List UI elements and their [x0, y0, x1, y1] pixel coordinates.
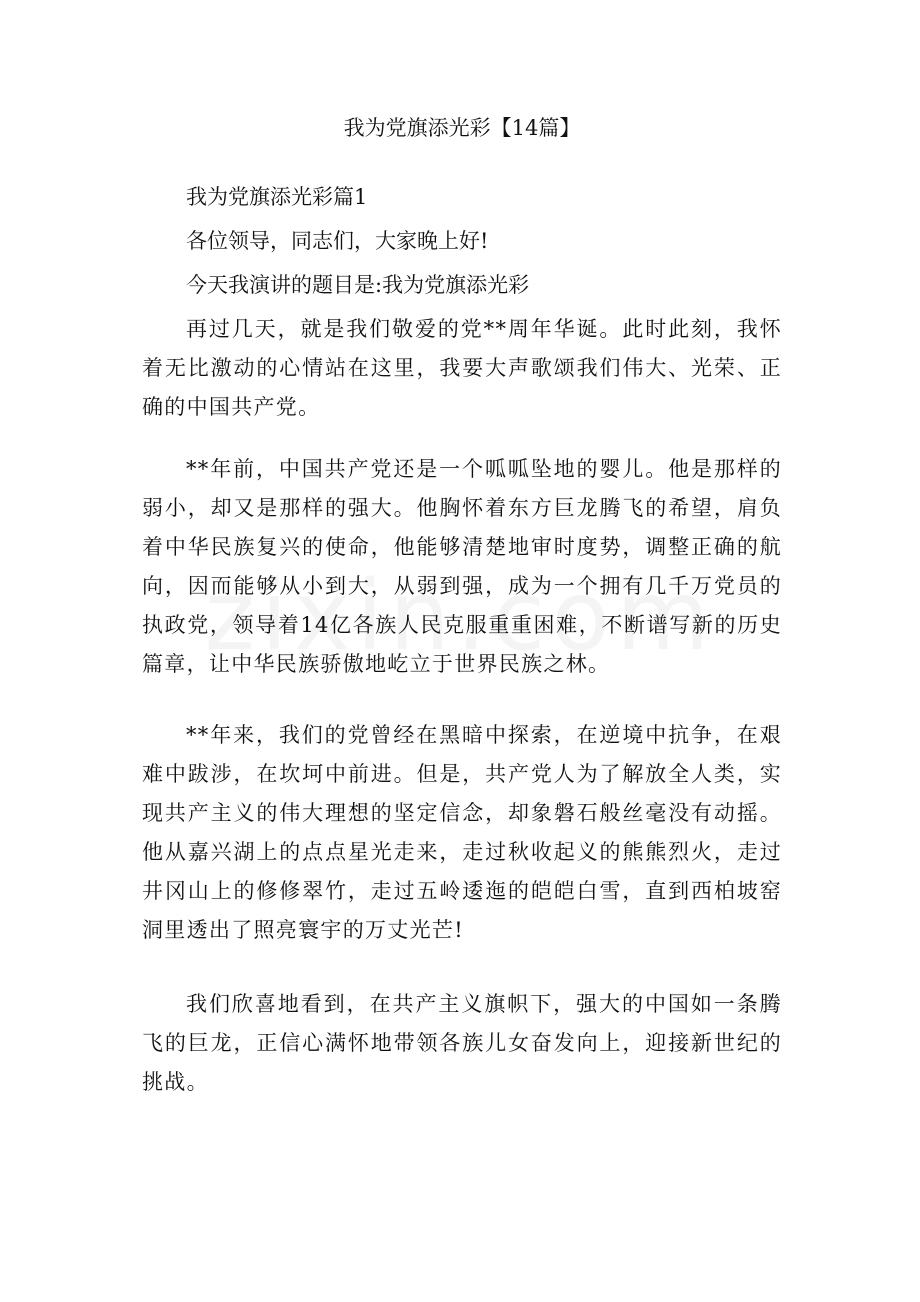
greeting-line: 各位领导，同志们，大家晚上好! — [186, 229, 489, 253]
document-title: 我为党旗添光彩【14篇】 — [343, 116, 581, 140]
paragraph-1: 再过几天，就是我们敬爱的党**周年华诞。此时此刻，我怀着无比激动的心情站在这里，我要大声歌颂我们伟大、光荣、正确的中国共产党。 — [142, 317, 782, 419]
paragraph-4: 我们欣喜地看到，在共产主义旗帜下，强大的中国如一条腾飞的巨龙，正信心满怀地带领各族儿女奋发向上，迎接新世纪的挑战。 — [142, 992, 782, 1094]
paragraph-2: **年前，中国共产党还是一个呱呱坠地的婴儿。他是那样的弱小，却又是那样的强大。他胸怀着东方巨龙腾飞的希望，肩负着中华民族复兴的使命，他能够清楚地审时度势，调整正确的航向，因而能够从小到大，从弱到强，成为一个拥有几千万党员的执政党，领导着14亿各族人民克服重重困难，不断谱写新的历史篇章，让中华民族骄傲地屹立于世界民族之林。 — [142, 457, 782, 676]
paragraph-3: **年来，我们的党曾经在黑暗中探索，在逆境中抗争，在艰难中跋涉，在坎坷中前进。但是，共产党人为了解放全人类，实现共产主义的伟大理想的坚定信念，却象磐石般丝毫没有动摇。他从嘉兴湖上的点点星光走来，走过秋收起义的熊熊烈火，走过井冈山上的修修翠竹，走过五岭逶迤的皑皑白雪，直到西柏坡窑洞里透出了照亮寰宇的万丈光芒! — [142, 723, 782, 942]
topic-line: 今天我演讲的题目是:我为党旗添光彩 — [186, 273, 530, 297]
section-heading: 我为党旗添光彩篇1 — [186, 185, 368, 209]
